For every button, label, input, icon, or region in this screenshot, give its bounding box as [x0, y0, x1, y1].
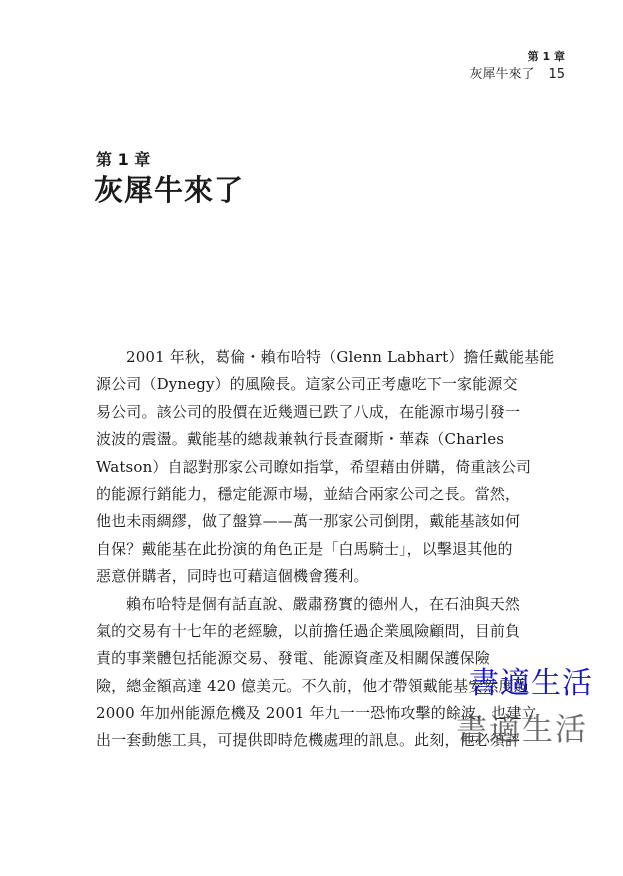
body-line: 2001 年秋，葛倫・賴布哈特（Glenn Labhart）擔任戴能基能 [126, 348, 555, 366]
body-line: Watson）自認對那家公司瞭如指掌，希望藉由併購，倚重該公司 [96, 457, 532, 476]
body-line: 出一套動態工具，可提供即時危機處理的訊息。此刻，他必須評 [96, 731, 521, 750]
body-line: 賴布哈特是個有話直說、嚴肅務實的德州人，在石油與天然 [126, 594, 520, 613]
chapter-title: 灰犀牛來了 [94, 173, 245, 207]
running-head [469, 50, 565, 84]
body-line: 氣的交易有十七年的老經驗，以前擔任過企業風險顧問，目前負 [96, 621, 521, 640]
body-line: 2000 年加州能源危機及 2001 年九一一恐怖攻擊的餘波，也建立 [96, 704, 537, 723]
chapter-label: 第 1 章 [96, 150, 151, 169]
body-line: 自保？戴能基在此扮演的角色正是「白馬騎士」，以擊退其他的 [96, 539, 513, 558]
running-head-chapter: 第 1 章 [527, 50, 565, 63]
watermark-secondary: 書適生活 [456, 712, 588, 748]
running-head-title-line [469, 66, 565, 84]
body-line: 惡意併購者，同時也可藉這個機會獲利。 [96, 567, 369, 586]
body-line: 易公司。該公司的股價在近幾週已跌了八成，在能源市場引發一 [96, 402, 521, 421]
body-line: 的能源行銷能力，穩定能源市場，並結合兩家公司之長。當然， [96, 484, 521, 503]
paragraph-1 [96, 344, 555, 591]
body-line: 波波的震盪。戴能基的總裁兼執行長查爾斯・華森（Charles [96, 430, 505, 449]
page-number: 15 [548, 67, 565, 82]
body-line: 他也未雨綢繆，做了盤算——萬一那家公司倒閉，戴能基該如何 [96, 512, 521, 531]
body-line: 責的事業體包括能源交易、發電、能源資產及相關保護保險 [96, 649, 490, 668]
watermark-primary: 書適生活 [469, 666, 593, 701]
body-line: 源公司（Dynegy）的風險長。這家公司正考慮吃下一家能源交 [96, 375, 518, 394]
body-line: 險，總金額高達 420 億美元。不久前，他才帶領戴能基安然度過 [96, 676, 529, 695]
running-head-title: 灰犀牛來了 [469, 67, 535, 82]
